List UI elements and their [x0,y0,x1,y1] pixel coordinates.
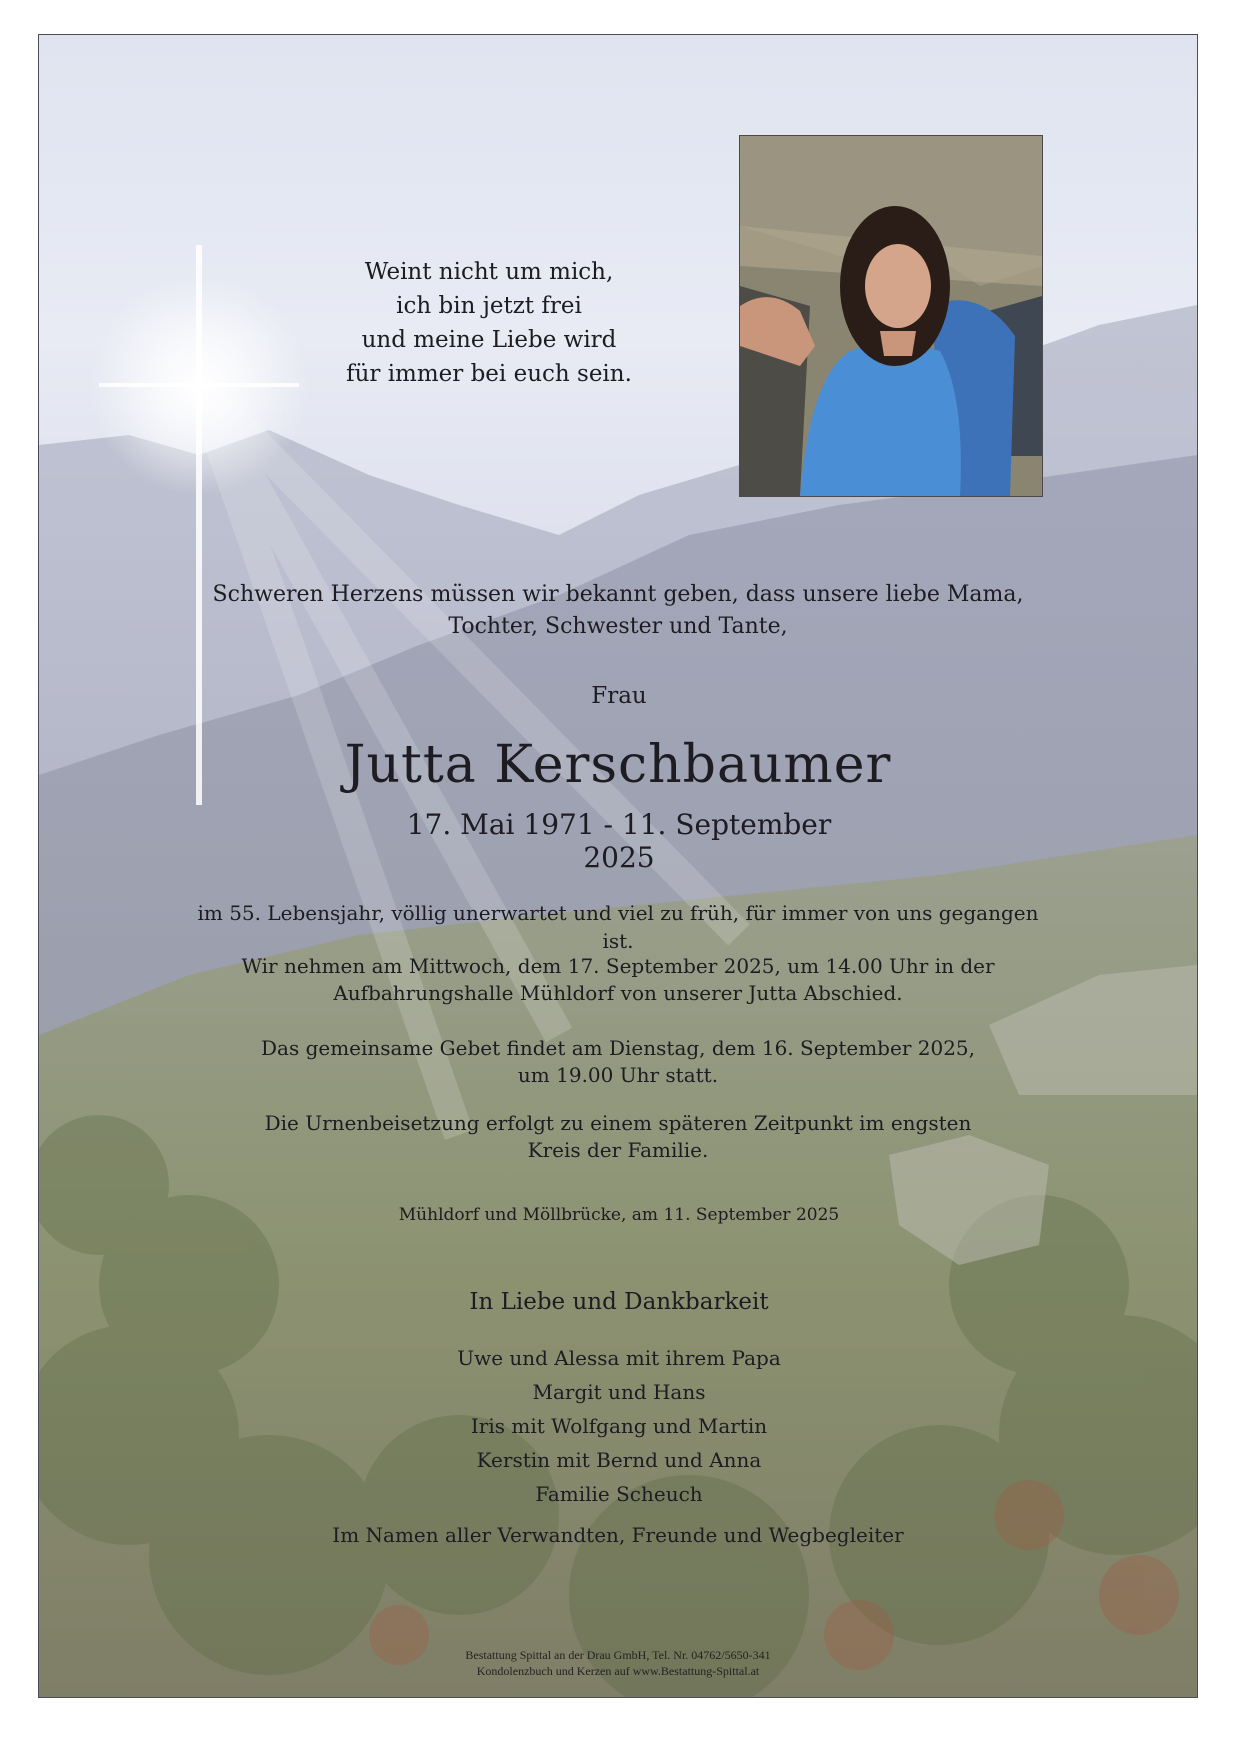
salutation: Frau [591,683,647,709]
footer-contact: Bestattung Spittal an der Drau GmbH, Tel. Nr. 04762/5650-341 [465,1648,771,1662]
portrait-photo [739,135,1043,497]
family-member: Uwe und Alessa mit ihrem Papa [457,1346,781,1370]
paragraph-line: Wir nehmen am Mittwoch, dem 17. September 2025, um 14.00 Uhr in der [241,954,995,978]
family-member: Kerstin mit Bernd und Anna [476,1448,762,1472]
poem-line: und meine Liebe wird [361,327,617,353]
family-member: Familie Scheuch [535,1482,703,1506]
paragraph-passing [189,899,1047,955]
paragraph-line: um 19.00 Uhr statt. [517,1063,719,1087]
poem-line: ich bin jetzt frei [396,293,582,319]
life-dates: 17. Mai 1971 - 11. September 2025 [406,808,832,874]
announcement-intro [189,579,1047,643]
paragraph-line: Aufbahrungshalle Mühldorf von unserer Jutta Abschied. [333,981,903,1005]
relatives-line: Im Namen aller Verwandten, Freunde und Wegbegleiter [332,1523,904,1547]
poem-line: Weint nicht um mich, [364,259,614,285]
paragraph-prayer [239,1035,997,1089]
paragraph-line: im 55. Lebensjahr, völlig unerwartet und viel zu früh, für immer von uns gegangen ist. [197,901,1039,953]
deceased-name: Jutta Kerschbaumer [344,735,892,795]
paragraph-line: Die Urnenbeisetzung erfolgt zu einem späteren Zeitpunkt im engsten [264,1111,972,1135]
thanks-heading: In Liebe und Dankbarkeit [469,1289,769,1315]
family-list [419,1341,819,1511]
footer-website: Kondolenzbuch und Kerzen auf www.Bestattung-Spittal.at [476,1664,760,1678]
funeral-home-footer [339,1647,897,1679]
intro-line: Schweren Herzens müssen wir bekannt geben, dass unsere liebe Mama, [212,582,1024,607]
family-member: Iris mit Wolfgang und Martin [470,1414,768,1438]
poem [339,255,639,391]
family-member: Margit und Hans [532,1380,706,1404]
poem-line: für immer bei euch sein. [346,361,632,387]
paragraph-line: Kreis der Familie. [527,1138,709,1162]
intro-line: Tochter, Schwester und Tante, [448,614,788,639]
place-and-date: Mühldorf und Möllbrücke, am 11. September 2025 [398,1205,840,1225]
paragraph-farewell [239,953,997,1007]
paragraph-burial [239,1110,997,1164]
paragraph-line: Das gemeinsame Gebet findet am Dienstag, dem 16. September 2025, [261,1036,975,1060]
obituary-card [38,34,1198,1698]
